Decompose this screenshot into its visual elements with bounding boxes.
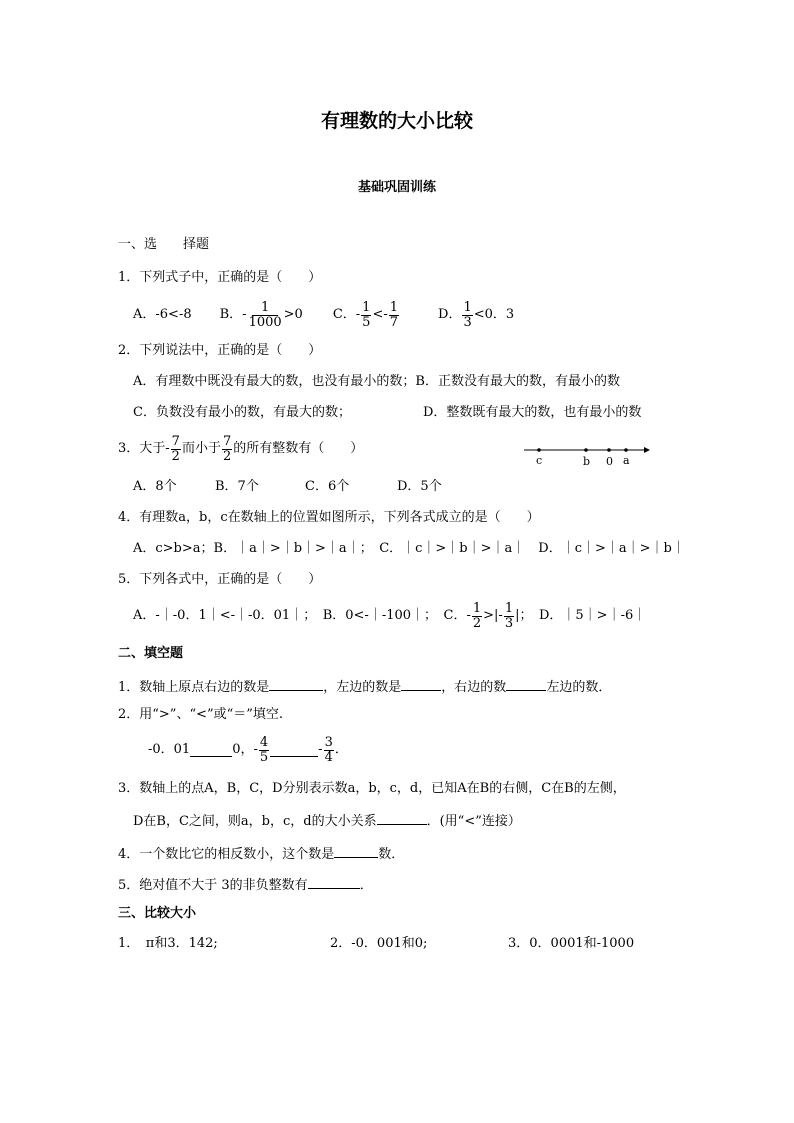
answer-blank[interactable] (190, 743, 232, 757)
compare-q2: 2．-0．001和0; (330, 936, 428, 951)
answer-blank[interactable] (269, 677, 323, 691)
q2-options-line-1: A．有理数中既没有最大的数，也没有最小的数；B．正数没有最大的数，有最小的数 (133, 374, 620, 389)
fraction-numerator: 1 (389, 299, 399, 315)
q2-option-d: D．整数既有最大的数，也有最小的数 (423, 405, 642, 420)
fill-q2-part-1: -0．01 (148, 742, 191, 757)
page-title: 有理数的大小比较 (320, 110, 473, 132)
q1-options (133, 297, 514, 333)
q5-options-ab: A．-｜-0．1｜<-｜-0．01｜； B．0<-｜-100｜； C．- (133, 608, 471, 623)
fraction-denominator: 1000 (248, 314, 282, 330)
fill-q1 (118, 677, 611, 696)
q3-option-d: D．5个 (397, 479, 442, 494)
q1-option-b-prefix: B．- (219, 307, 247, 322)
fraction-denominator: 2 (222, 448, 232, 464)
fraction-denominator: 4 (324, 749, 333, 765)
fraction-denominator: 7 (389, 314, 399, 330)
fraction-denominator: 5 (259, 749, 269, 765)
q1-option-c-fraction-2 (389, 301, 399, 330)
fill-q5 (118, 875, 373, 894)
answer-blank[interactable] (308, 875, 360, 889)
q5-stem: 5．下列各式中，正确的是（ ） (118, 572, 322, 587)
answer-blank[interactable] (377, 811, 427, 825)
q1-option-d-fraction (462, 301, 472, 330)
q5-fraction-1 (472, 602, 482, 631)
fill-q4-part-1: 4．一个数比它的相反数小，这个数是 (118, 847, 335, 862)
fraction-denominator: 5 (362, 314, 371, 330)
fill-q4-part-2: 数． (378, 847, 405, 862)
fraction-denominator: 2 (171, 448, 180, 464)
q4-options: A．c>b>a；B．｜a｜>｜b｜>｜a｜； C．｜c｜>｜b｜>｜a｜ D．｜c｜>｜a｜>｜b｜ (133, 541, 685, 556)
number-line-arrow-icon (644, 447, 650, 453)
q1-stem: 1．下列式子中，正确的是（ ） (118, 270, 322, 285)
fraction-numerator: 4 (259, 734, 269, 750)
q1-option-d-suffix: <0．3 (473, 307, 515, 322)
fraction-numerator: 1 (463, 299, 472, 315)
fraction-denominator: 3 (504, 615, 514, 631)
fill-q2-fraction-1 (259, 736, 269, 765)
q1-option-c-middle: <- (372, 307, 388, 322)
label-b: b (583, 455, 591, 468)
fill-q3-line-2 (133, 811, 521, 830)
fraction-numerator: 1 (472, 600, 482, 616)
fraction-numerator: 1 (504, 600, 514, 616)
compare-q3: 3．0．0001和-1000 (508, 936, 635, 951)
answer-blank[interactable] (270, 743, 318, 757)
q3-option-c: C．6个 (305, 479, 350, 494)
fill-q2-part-3: - (318, 742, 323, 757)
q1-option-b-fraction (248, 301, 283, 330)
section-2-heading: 二、填空题 (118, 646, 184, 661)
label-c: c (536, 454, 543, 467)
fill-q5-part-1: 5．绝对值不大于 3的非负整数有 (118, 878, 308, 893)
q3-option-b: B．7个 (215, 479, 259, 494)
fill-q4 (118, 844, 404, 863)
q1-option-d-prefix: D． (438, 307, 462, 322)
fill-q1-part-3: ，右边的数 (441, 680, 507, 695)
q5-options (133, 597, 646, 635)
fraction-denominator: 2 (472, 615, 482, 631)
fill-q1-part-1: 1．数轴上原点右边的数是 (118, 680, 270, 695)
point-c-dot (537, 448, 541, 452)
answer-blank[interactable] (506, 677, 546, 691)
q3-fraction-1 (171, 435, 181, 464)
section-1-heading: 一、选 择题 (118, 237, 210, 252)
q5-fraction-2 (504, 602, 514, 631)
fill-q1-part-4: 左边的数． (546, 680, 612, 695)
q3-stem (118, 430, 363, 468)
q1-option-c-fraction-1 (361, 301, 371, 330)
origin-dot (607, 448, 611, 452)
fill-q2-items (148, 731, 348, 769)
q3-middle: 而小于 (181, 441, 221, 456)
fill-q1-part-2: ，左边的数是 (323, 680, 402, 695)
q4-stem: 4．有理数a，b，c在数轴上的位置如图所示，下列各式成立的是（ ） (118, 510, 540, 525)
fill-q2-part-2: 0，- (232, 742, 258, 757)
fill-q2-part-4: ． (334, 742, 348, 757)
fill-q2-fraction-2 (324, 736, 334, 765)
page-subtitle: 基础巩固训练 (357, 180, 436, 195)
fraction-numerator: 7 (222, 433, 232, 449)
q1-option-b-suffix: >0 (283, 307, 303, 322)
q3-option-a: A．8个 (133, 479, 177, 494)
fraction-numerator: 1 (252, 301, 278, 316)
q1-option-c-prefix: C．- (332, 307, 361, 322)
fraction-numerator: 7 (171, 433, 180, 449)
q5-middle: >|- (483, 608, 503, 623)
fill-q3-part-2: ．(用“<”连接） (426, 814, 521, 829)
point-b-dot (584, 448, 588, 452)
fill-q5-part-2: ． (359, 878, 373, 893)
q2-option-c: C．负数没有最小的数，有最大的数； (133, 405, 351, 420)
answer-blank[interactable] (334, 844, 378, 858)
fill-q2-stem: 2．用“>”、“<”或“＝”填空. (118, 707, 284, 722)
section-3-heading: 三、比较大小 (118, 906, 197, 921)
q5-suffix: |； D．｜5｜>｜-6｜ (515, 608, 647, 623)
number-line-figure (520, 442, 652, 470)
fill-q3-part-1: D在B，C之间，则a，b，c，d的大小关系 (133, 814, 377, 829)
q3-suffix: 的所有整数有（ ） (233, 441, 364, 456)
compare-q1: 1． π和3．142; (118, 936, 218, 951)
fill-q3-line-1: 3．数轴上的点A，B，C，D分别表示数a，b，c，d，已知A在B的右侧，C在B的左侧， (118, 781, 626, 796)
fraction-denominator: 3 (463, 314, 472, 330)
answer-blank[interactable] (401, 677, 441, 691)
label-origin: 0 (606, 455, 613, 468)
q1-option-a: A．-6<-8 (133, 307, 192, 322)
point-a-dot (624, 448, 628, 452)
label-a: a (623, 454, 630, 467)
fraction-numerator: 1 (362, 299, 371, 315)
q3-fraction-2 (222, 435, 232, 464)
q2-stem: 2．下列说法中，正确的是（ ） (118, 343, 322, 358)
fraction-numerator: 3 (324, 734, 333, 750)
q3-prefix: 3．大于- (118, 441, 170, 456)
